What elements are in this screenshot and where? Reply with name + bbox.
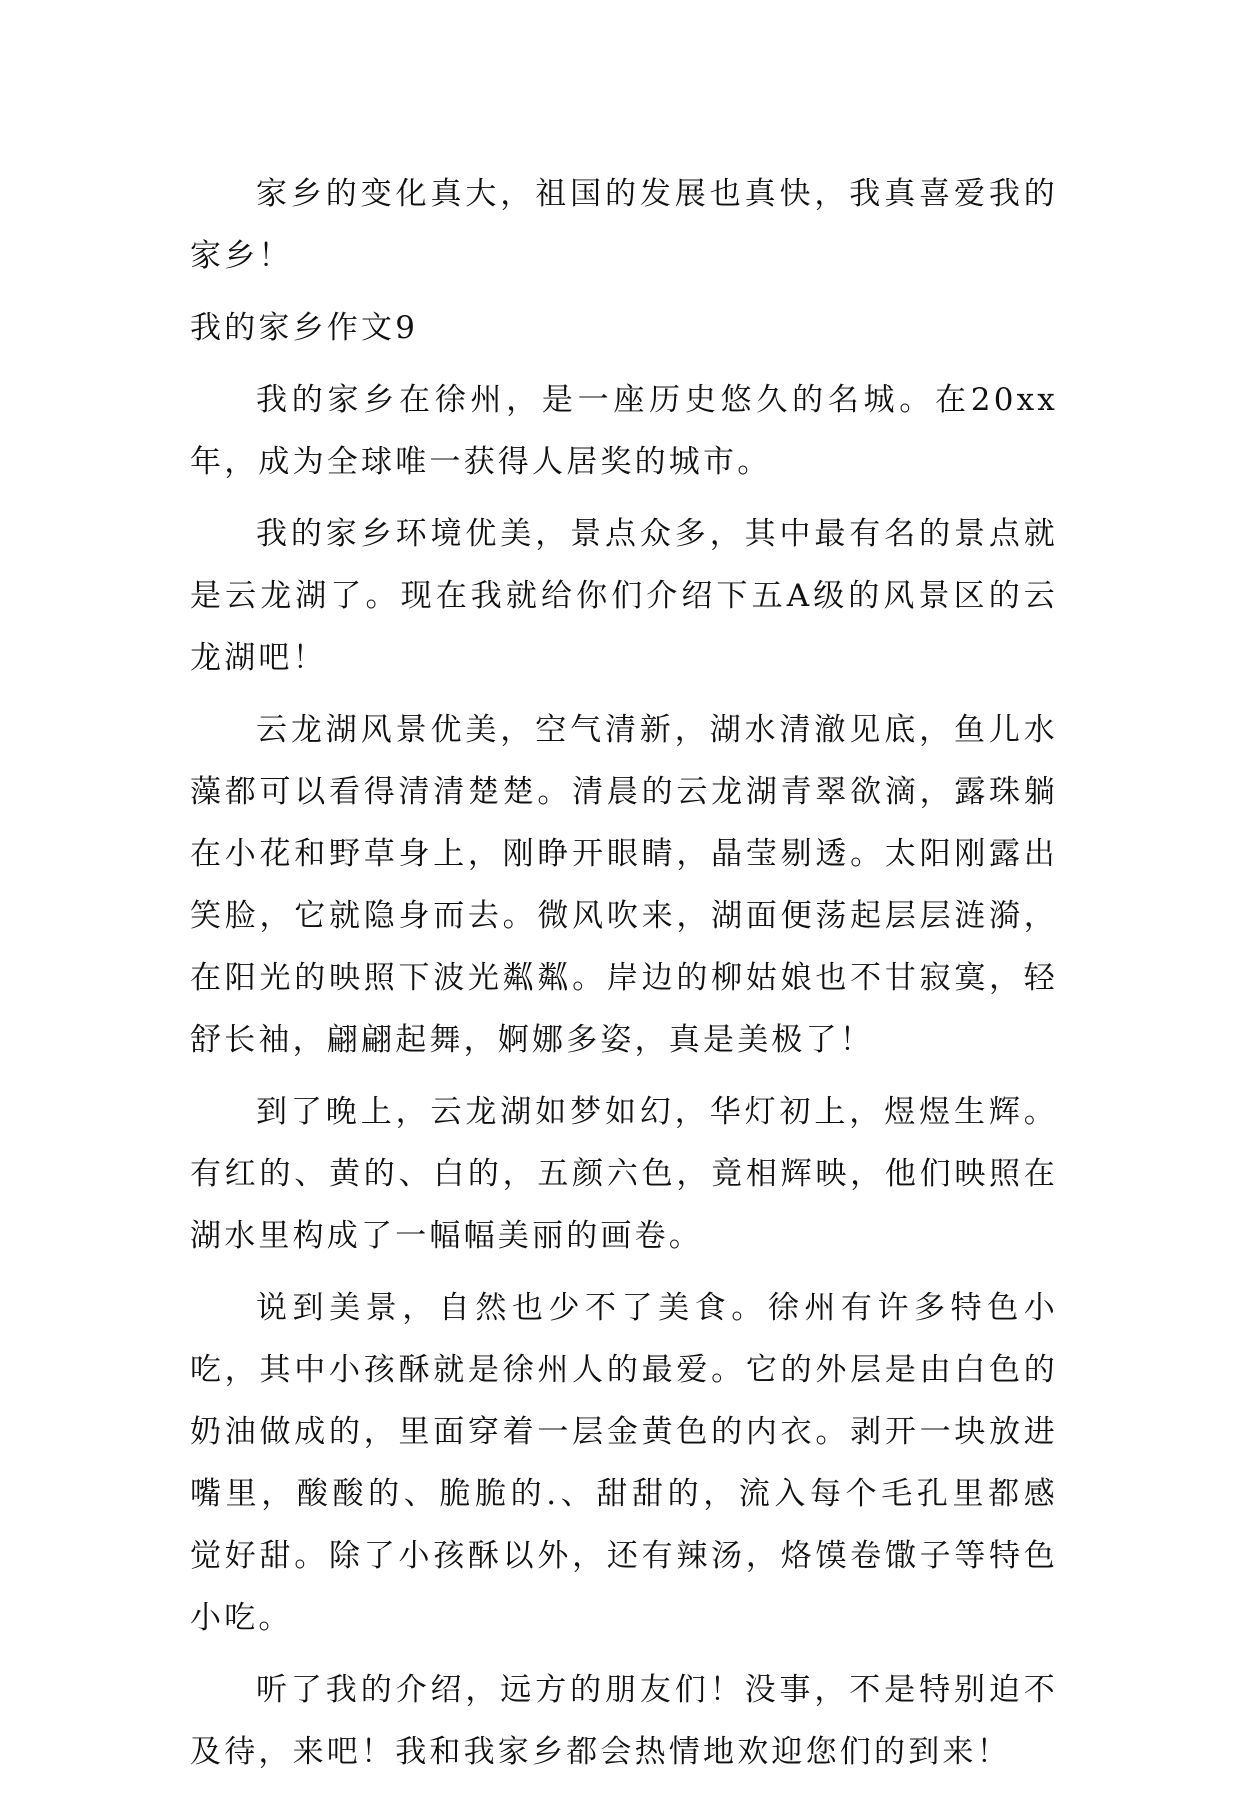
paragraph-night-view: 到了晚上，云龙湖如梦如幻，华灯初上，煜煜生辉。有红的、黄的、白的，五颜六色，竟相辉映，他们映照在湖水里构成了一幅幅美丽的画卷。 — [190, 1094, 1058, 1254]
paragraph-scenery-intro: 我的家乡环境优美，景点众多，其中最有名的景点就是云龙湖了。现在我就给你们介绍下五A级的风景区的云龙湖吧！ — [190, 516, 1058, 676]
paragraph-yunlong-lake: 云龙湖风景优美，空气清新，湖水清澈见底，鱼儿水藻都可以看得清清楚楚。清晨的云龙湖青翠欲滴，露珠躺在小花和野草身上，刚睁开眼睛，晶莹剔透。太阳刚露出笑脸，它就隐身而去。微风吹来，湖面便荡起层层涟漪，在阳光的映照下波光粼粼。岸边的柳姑娘也不甘寂寞，轻舒长袖，翩翩起舞，婀娜多姿，真是美极了！ — [190, 712, 1058, 1058]
paragraph-welcome: 听了我的介绍，远方的朋友们！没事，不是特别迫不及待，来吧！我和我家乡都会热情地欢迎您们的到来！ — [190, 1672, 1058, 1770]
paragraph-hometown-change: 家乡的变化真大，祖国的发展也真快，我真喜爱我的家乡！ — [190, 176, 1058, 274]
essay-heading: 我的家乡作文9 — [190, 310, 419, 346]
paragraph-xuzhou-intro: 我的家乡在徐州，是一座历史悠久的名城。在20xx年，成为全球唯一获得人居奖的城市。 — [190, 382, 1058, 480]
paragraph-local-food: 说到美景，自然也少不了美食。徐州有许多特色小吃，其中小孩酥就是徐州人的最爱。它的外层是由白色的奶油做成的，里面穿着一层金黄色的内衣。剥开一块放进嘴里，酸酸的、脆脆的.、甜甜的，流入每个毛孔里都感觉好甜。除了小孩酥以外，还有辣汤，烙馍卷馓子等特色小吃。 — [190, 1290, 1058, 1636]
document-body — [190, 163, 1058, 1793]
